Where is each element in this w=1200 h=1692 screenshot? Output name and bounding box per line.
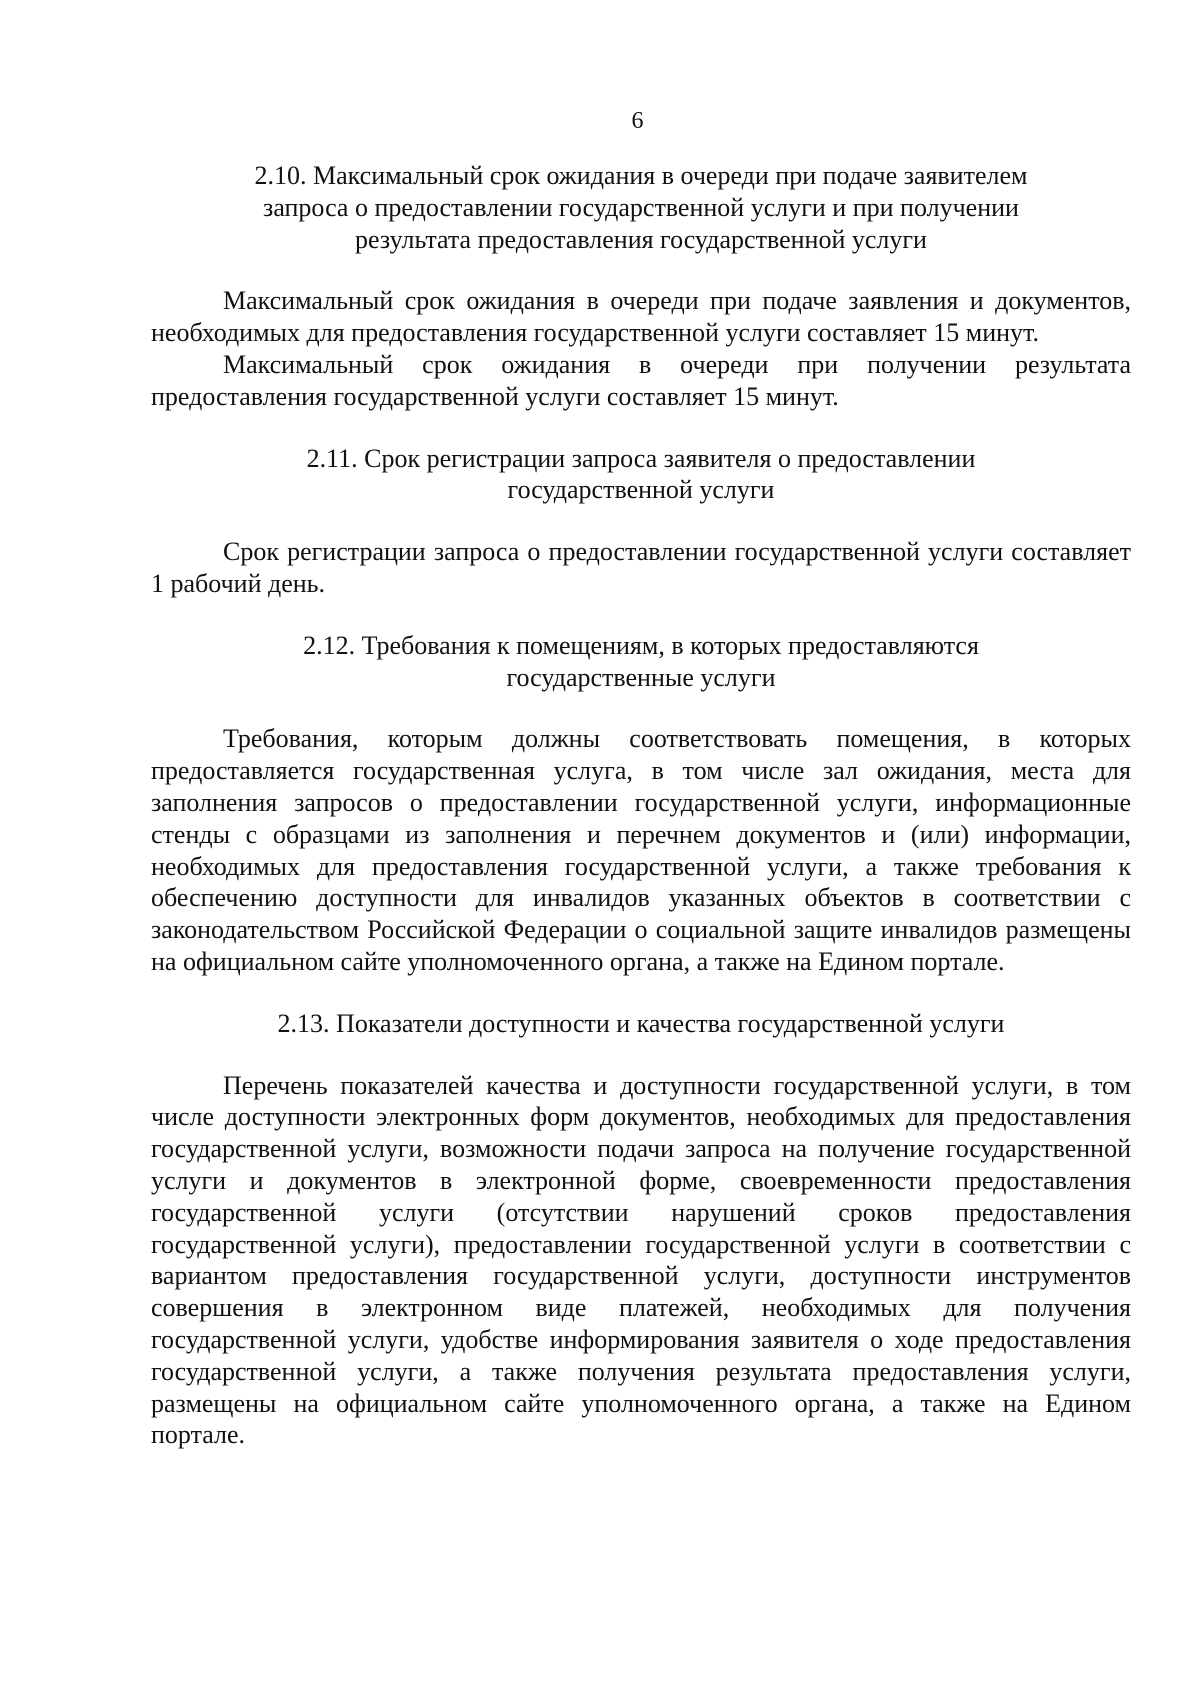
section-heading-2-13 [151, 1008, 1131, 1040]
paragraph: Максимальный срок ожидания в очереди при подаче заявления и документов, необходимых для предоставления государственной услуги составляет 15 минут. [151, 286, 1131, 348]
heading-line: результата предоставления государственной услуги [355, 224, 927, 254]
paragraph: Максимальный срок ожидания в очереди при получении результата предоставления государственной услуги составляет 15 минут. [151, 349, 1131, 411]
heading-line: государственной услуги [507, 475, 775, 505]
paragraph: Перечень показателей качества и доступности государственной услуги, в том числе доступности электронных форм документов, необходимых для предоставления государственной услуги, возможности подачи запроса на получение государственной услуги и документов в электронной форме, своевременности предоставления государственной услуги (отсутствии нарушений сроков предоставления государственной услуги), предоставлении государственной услуги в соответствии с вариантом предоставления государственной услуги, доступности инструментов совершения в электронном виде платежей, необходимых для получения государственной услуги, удобстве информирования заявителя о ходе предоставления государственной услуги, а также получения результата предоставления услуги, размещены на официальном сайте уполномоченного органа, а также на Едином портале. [151, 1070, 1131, 1450]
page-number: 6 [631, 108, 644, 134]
heading-line: 2.12. Требования к помещениям, в которых предоставляются [303, 630, 979, 660]
paragraph: Требования, которым должны соответствовать помещения, в которых предоставляется государственная услуга, в том числе зал ожидания, места для заполнения запросов о предоставлении государственной услуги, информационные стенды с образцами из заполнения и перечнем документов и (или) информации, необходимых для предоставления государственной услуги, а также требования к обеспечению доступности для инвалидов указанных объектов в соответствии с законодательством Российской Федерации о социальной защите инвалидов размещены на официальном сайте уполномоченного органа, а также на Едином портале. [151, 724, 1131, 976]
heading-line: 2.11. Срок регистрации запроса заявителя о предоставлении [306, 443, 976, 473]
section-heading-2-11 [151, 443, 1131, 507]
heading-line: запроса о предоставлении государственной услуги и при получении [263, 192, 1019, 222]
heading-line: 2.10. Максимальный срок ожидания в очереди при подаче заявителем [254, 161, 1028, 190]
section-heading-2-12 [151, 630, 1131, 694]
paragraph: Срок регистрации запроса о предоставлении государственной услуги составляет 1 рабочий день. [151, 537, 1131, 598]
section-heading-2-10 [151, 160, 1131, 255]
document-body [151, 160, 1131, 1451]
heading-line: государственные услуги [506, 662, 776, 692]
heading-line: 2.13. Показатели доступности и качества государственной услуги [277, 1008, 1005, 1038]
